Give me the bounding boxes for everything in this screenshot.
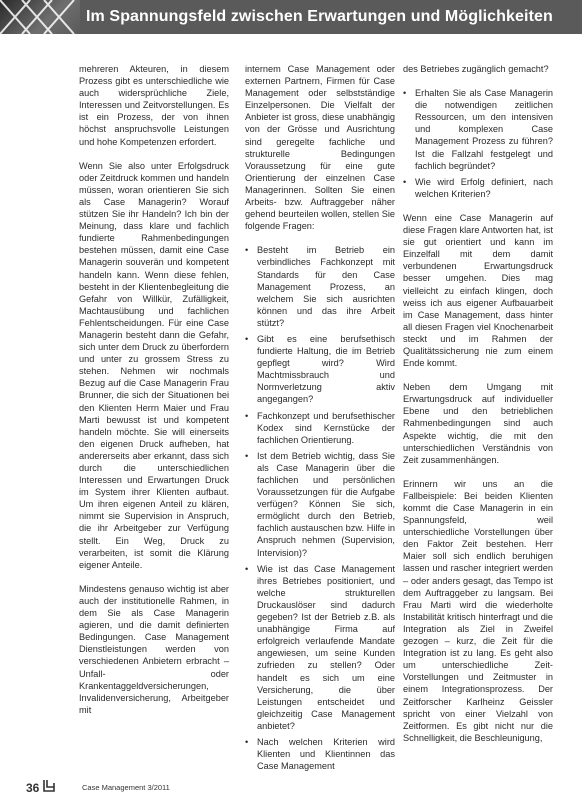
paragraph: Erinnern wir uns an die Fallbeispiele: Bei beiden Klienten kommt die Case Managerin in ein Spannungsfeld, weil unterschiedliche Vorstellungen über den Faktor Zeit bestehen. Herr Maier soll sich endlich beruhigen lassen und rascher integriert werden – oder anders gesagt, das Tempo ist dem Auftraggeber zu langsam. Bei Frau Marti wird die wiederholte Instabilität kritisch hinterfragt und die Integration als Ziel in Zweifel gezogen – kurz, die Zeit für die Integration ist zu lang. Es geht also um unterschiedliche Zeit-Vorstellungen und Zeitmuster in einem Integrationsprozess. Der Zeitforscher Karlheinz Geissler spricht von einer Vielzahl von Zeitformen. Es gibt nicht nur die Schnelligkeit, die Beschleunigung, bbox=[403, 478, 553, 743]
paragraph: internem Case Management oder externen Partnern, Firmen für Case Management oder selbstständige Einzelpersonen. Die Vielfalt der Anbieter ist gross, diese unabhängig von der Grösse und Ausrichtung sind geregelte fachliche und strukturelle Bedingungen Voraussetzung für eine gute Orientierung der einzelnen Case Managerinnen. Sollten Sie einen Arbeits- bzw. Auftraggeber näher gehend beurteilen wollen, stellen Sie folgende Fragen: bbox=[245, 64, 395, 232]
page-footer bbox=[26, 781, 556, 801]
text-column-2 bbox=[245, 63, 395, 784]
list-item: • Wie ist das Case Management ihres Betriebes positioniert, und welche strukturellen Druckauslöser sind dadurch gegeben? Ist der Betrieb z.B. als unabhängige Firma auf erfolgreich verlaufende Mandate angewiesen, um seine Kunden zufrieden zu stellen? Oder handelt es sich um eine Versicherung, die über Leistungen entscheidet und gleichzeitig Case Management anbietet? bbox=[245, 563, 395, 732]
paragraph: Wenn Sie also unter Erfolgsdruck oder Zeitdruck kommen und handeln müssen, woran orientieren Sie sich als Case Managerin? Worauf stützen Sie ihr Handeln? Ich bin der Meinung, dass klare und fachlich fundierte Rahmenbedingungen bestehen müssen, damit eine Case Managerin souverän und kompetent handeln kann. Wenn diese fehlen, besteht in der Klientenbegleitung die Gefahr von Willkür, Zufälligkeit, Machtausübung und fachlichen Fehlentscheidungen. Für eine Case Managerin besteht dann die Gefahr, sich unter dem Druck zu überfordern und unter zu grossem Stress zu stehen. Nehmen wir nochmals Bezug auf die Case Managerin Frau Brunner, die sich der Situationen bei den Klienten Herrn Maier und Frau Marti bewusst ist und kompetent handeln möchte. Sie will einerseits den eigenen Druck aufheben, hat andererseits aber erkannt, dass sich durch die unterschiedlichen Interessen und Erwartungen Druck im System ihrer Klienten aufbaut. Um ihren eigenen Anteil zu klären, nimmt sie Supervision in Anspruch, die ihr Arbeitgeber zur Verfügung stellt. Ein Weg, Druck zu verarbeiten, ist somit die Klärung eigener Anteile. bbox=[79, 160, 229, 570]
paragraph: des Betriebes zugänglich gemacht? bbox=[403, 64, 549, 74]
list-item: • Fachkonzept und berufsethischer Kodex sind Kernstücke der fachlichen Orientierung. bbox=[245, 410, 395, 446]
list-item: • Wie wird Erfolg definiert, nach welchen Kriterien? bbox=[403, 176, 553, 200]
page-number: 36 bbox=[26, 781, 40, 795]
journal-name: Case Management 3/2011 bbox=[82, 783, 170, 792]
list-item: • Erhalten Sie als Case Managerin die notwendigen zeitlichen Ressourcen, um den intensiven und komplexen Case Management Prozess zu führen? Ist die Fallzahl festgelegt und fachlich begründet? bbox=[403, 87, 553, 172]
paragraph: Neben dem Umgang mit Erwartungsdruck auf individueller Ebene und den betrieblichen Rahmenbedingungen sind auch Aspekte wichtig, die mit den unterschiedlichen Verständnis von Zeit zusammenhängen. bbox=[403, 382, 553, 465]
question-list bbox=[245, 244, 395, 772]
text-column-3 bbox=[403, 63, 553, 756]
header-bar bbox=[0, 0, 582, 34]
page-header-title: Im Spannungsfeld zwischen Erwartungen und Möglichkeiten bbox=[86, 8, 553, 25]
list-item: • Nach welchen Kriterien wird Klienten und Klientinnen das Case Management bbox=[245, 736, 395, 772]
paragraph: mehreren Akteuren, in diesem Prozess gibt es unterschiedliche wie auch widersprüchliche Ziele, Interessen und Zeitvorstellungen. Es ist ein Prozess, der von ihnen höchst anspruchsvolle Leistungen und hohe Kompetenzen erfordert. bbox=[79, 64, 229, 147]
list-item: • Ist dem Betrieb wichtig, dass Sie als Case Managerin über die fachlichen und persönlichen Voraussetzungen für die Aufgabe verfügen? Können Sie sich, ermöglicht durch den Betrieb, fachlich austauschen bzw. Hilfe in Anspruch nehmen (Supervision, Intervision)? bbox=[245, 450, 395, 559]
question-list bbox=[403, 87, 553, 200]
text-column-1 bbox=[79, 63, 229, 728]
journal-logo-icon bbox=[42, 779, 56, 795]
header-logo-graphic bbox=[0, 0, 80, 34]
list-item: • Gibt es eine berufsethisch fundierte Haltung, die im Betrieb gepflegt wird? Wird Machtmissbrauch und Normverletzung aktiv angegangen? bbox=[245, 333, 395, 406]
paragraph: Wenn eine Case Managerin auf diese Fragen klare Antworten hat, ist sie gut orientiert und kann im Einzelfall mit dem damit verbundenen Erwartungsdruck besser umgehen. Dies mag vielleicht zu einfach klingen, doch weiss ich aus eigener Aufbauarbeit im Case Management, dass hinter all diesen Fragen viel Knochenarbeit steckt und im Rahmen der Qualitätssicherung nie zum einem Ende kommt. bbox=[403, 212, 553, 369]
paragraph: Mindestens genauso wichtig ist aber auch der institutionelle Rahmen, in dem Sie als Case Managerin agieren, und die damit definierten Bedingungen. Case Management Dienstleistungen werden von verschiedenen Anbietern erbracht – Unfall- oder Krankentaggeldversicherungen, Invalidenversicherung, Arbeitgeber mit bbox=[79, 583, 229, 715]
list-item: • Besteht im Betrieb ein verbindliches Fachkonzept mit Standards für den Case Management Prozess, an welchem Sie sich ausrichten können und das ihre Arbeit stützt? bbox=[245, 244, 395, 329]
